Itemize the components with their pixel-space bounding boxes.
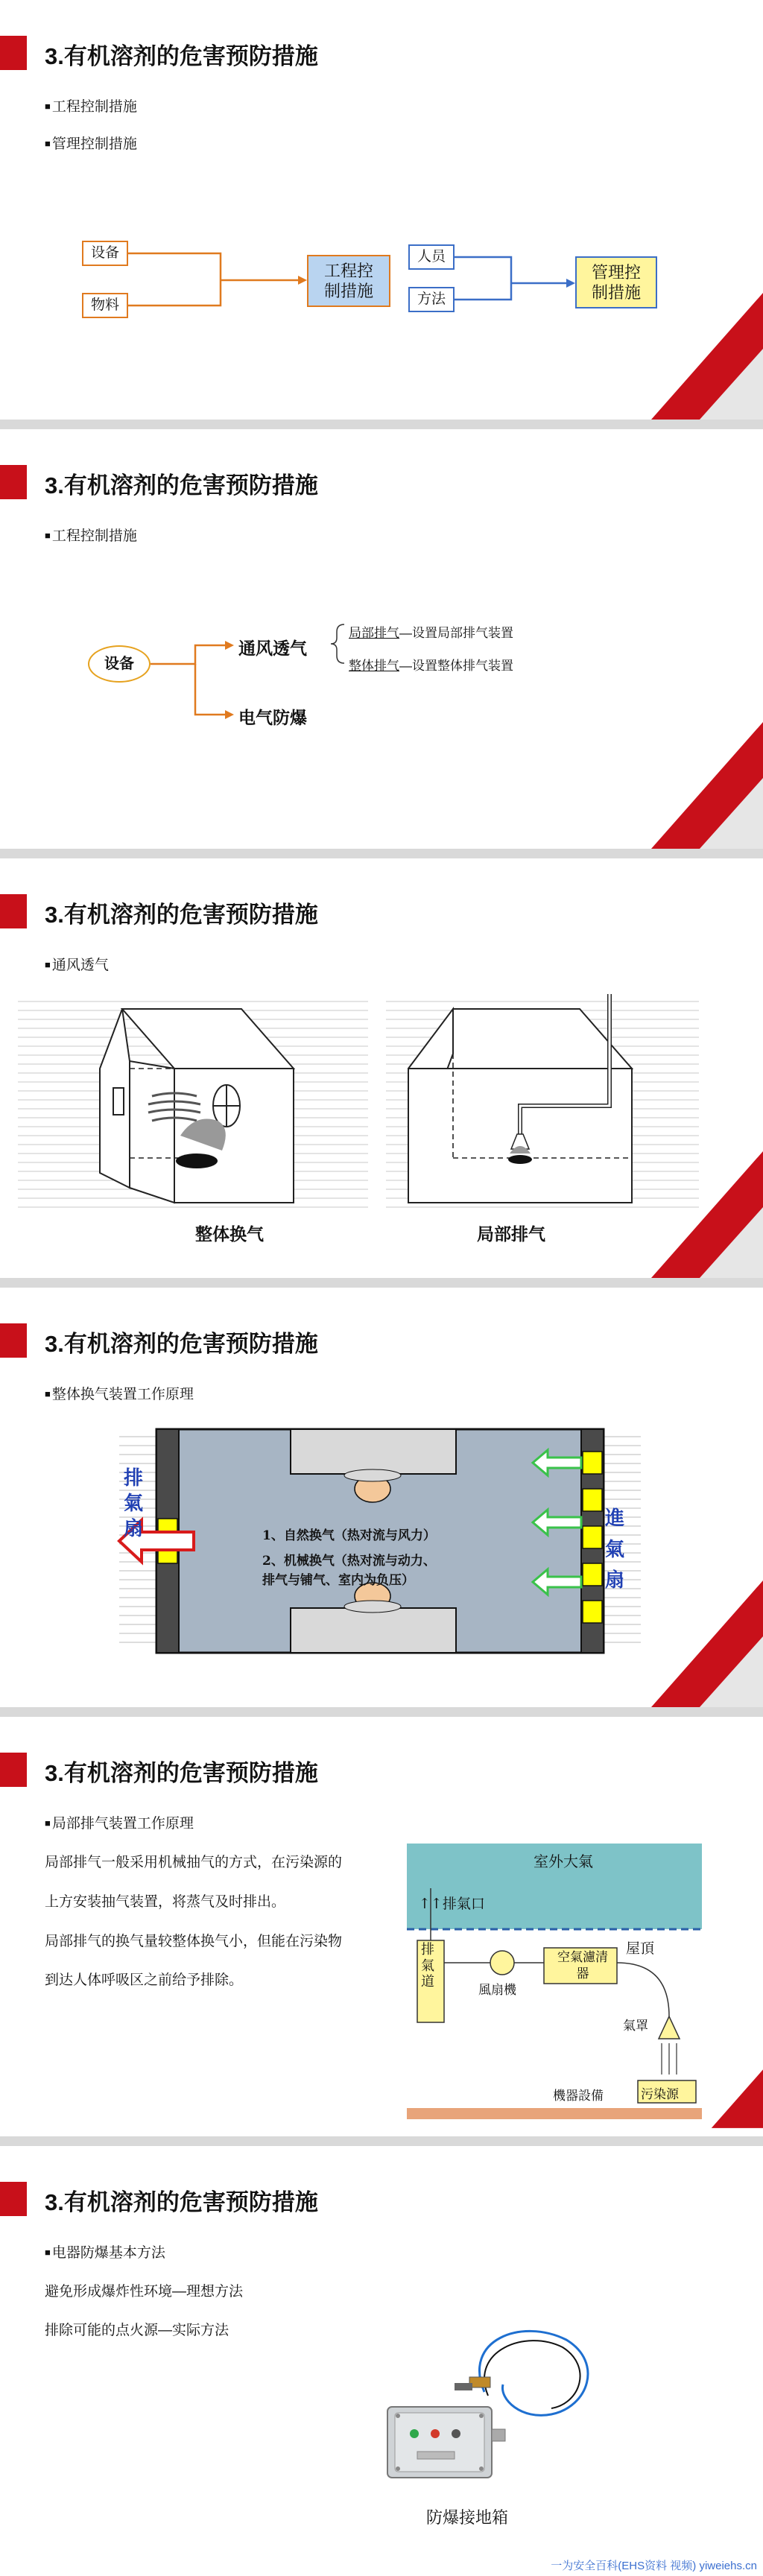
natural-ventilation-line: 1、自然换气（热对流与风力）	[262, 1528, 436, 1543]
paragraph-line-2: 上方安装抽气装置，将蒸气及时排出。	[45, 1894, 286, 1910]
bullet-engineering: ■ 工程控制措施	[45, 525, 137, 545]
footer-watermark: 一为安全百科(EHS资料 视频) yiweiehs.cn	[551, 2560, 757, 2572]
paragraph-line-3: 局部排气的换气量较整体换气小，但能在污染物	[45, 1934, 343, 1949]
title-accent-bar	[0, 894, 27, 928]
engineering-control-box: 工程控 制措施	[307, 255, 390, 307]
general-exhaust-desc: —设置整体排气装置	[399, 659, 513, 673]
practical-method-line: 排除可能的点火源—实际方法	[45, 2323, 229, 2338]
slide-title: 3.有机溶剂的危害预防措施	[45, 1760, 318, 1786]
slide-divider	[0, 420, 763, 429]
explosion-proof-grounding-box-image	[373, 2325, 596, 2496]
slide-title: 3.有机溶剂的危害预防措施	[45, 1331, 318, 1357]
slide-title: 3.有机溶剂的危害预防措施	[45, 43, 318, 69]
slide-6	[0, 2146, 763, 2576]
mechanical-ventilation-line: 2、机械换气（热对流与动力、	[262, 1554, 436, 1569]
title-accent-bar	[0, 1753, 27, 1787]
slide-divider	[0, 1707, 763, 1717]
equipment-box: 设备	[82, 241, 128, 266]
electrical-explosion-proof-label: 电气防爆	[238, 708, 307, 727]
slide-2	[0, 429, 763, 849]
roof-label: 屋頂	[626, 1940, 655, 1957]
bullet-ventilation: ■ 通风透气	[45, 954, 109, 974]
corner-decoration	[569, 707, 763, 849]
general-exhaust-term: 整体排气	[349, 659, 399, 673]
grounding-box-caption: 防爆接地箱	[426, 2508, 509, 2527]
local-exhaust-term: 局部排气	[349, 626, 399, 640]
intake-fan-label: 進氣扇	[605, 1507, 625, 1592]
caption-general-ventilation: 整体换气	[195, 1224, 264, 1244]
management-control-box: 管理控 制措施	[575, 256, 657, 308]
general-ventilation-illustration	[18, 987, 368, 1232]
slide-divider	[0, 2136, 763, 2146]
bullet-general-ventilation-principle: ■ 整体换气装置工作原理	[45, 1383, 194, 1403]
air-filter-label: 空氣濾清器	[557, 1950, 608, 1982]
slide-divider	[0, 849, 763, 858]
ideal-method-line: 避免形成爆炸性环境—理想方法	[45, 2284, 244, 2300]
corner-decoration	[569, 278, 763, 420]
caption-local-exhaust: 局部排气	[477, 1224, 545, 1244]
fan-label: 風扇機	[478, 1983, 516, 1998]
equipment-ellipse: 设备	[88, 645, 151, 683]
paragraph-line-4: 到达人体呼吸区之前给予排除。	[45, 1972, 244, 1988]
local-exhaust-desc: —设置局部排气装置	[399, 626, 513, 640]
slide-4	[0, 1288, 763, 1707]
bullet-local-exhaust-principle: ■ 局部排气装置工作原理	[45, 1812, 194, 1832]
slide-title: 3.有机溶剂的危害预防措施	[45, 2189, 318, 2215]
local-exhaust-line	[349, 622, 513, 641]
machine-equipment-label: 機器設備	[553, 2089, 604, 2104]
title-accent-bar	[0, 1323, 27, 1358]
paragraph-line-1: 局部排气一般采用机械抽气的方式，在污染源的	[45, 1855, 343, 1870]
outdoor-air-label: 室外大氣	[534, 1852, 593, 1870]
general-exhaust-line	[349, 655, 513, 674]
slide-title: 3.有机溶剂的危害预防措施	[45, 902, 318, 928]
pollution-source-label: 污染源	[641, 2087, 679, 2102]
slide-title: 3.有机溶剂的危害预防措施	[45, 472, 318, 499]
exhaust-duct-label: 排氣道	[421, 1942, 434, 1990]
personnel-box: 人员	[408, 244, 455, 270]
hood-label: 氣罩	[623, 2019, 648, 2034]
slide-divider	[0, 1278, 763, 1288]
slide-3	[0, 858, 763, 1278]
corner-decoration	[569, 1566, 763, 1707]
method-box: 方法	[408, 287, 455, 312]
slide-1	[0, 0, 763, 420]
bullet-management: ■ 管理控制措施	[45, 133, 137, 153]
ventilation-label: 通风透气	[238, 639, 307, 658]
corner-decoration	[674, 2054, 763, 2136]
exhaust-outlet-label: ↑↑排氣口	[419, 1896, 485, 1912]
bullet-engineering: ■ 工程控制措施	[45, 95, 137, 115]
bullet-explosion-proof-methods: ■ 电器防爆基本方法	[45, 2241, 165, 2262]
slide-5	[0, 1717, 763, 2136]
title-accent-bar	[0, 2182, 27, 2216]
exhaust-fan-label: 排氣扇	[124, 1467, 144, 1540]
corner-decoration	[569, 1136, 763, 1278]
material-box: 物料	[82, 293, 128, 318]
mechanical-ventilation-line-2: 排气与铺气、室内为负压）	[262, 1573, 414, 1588]
